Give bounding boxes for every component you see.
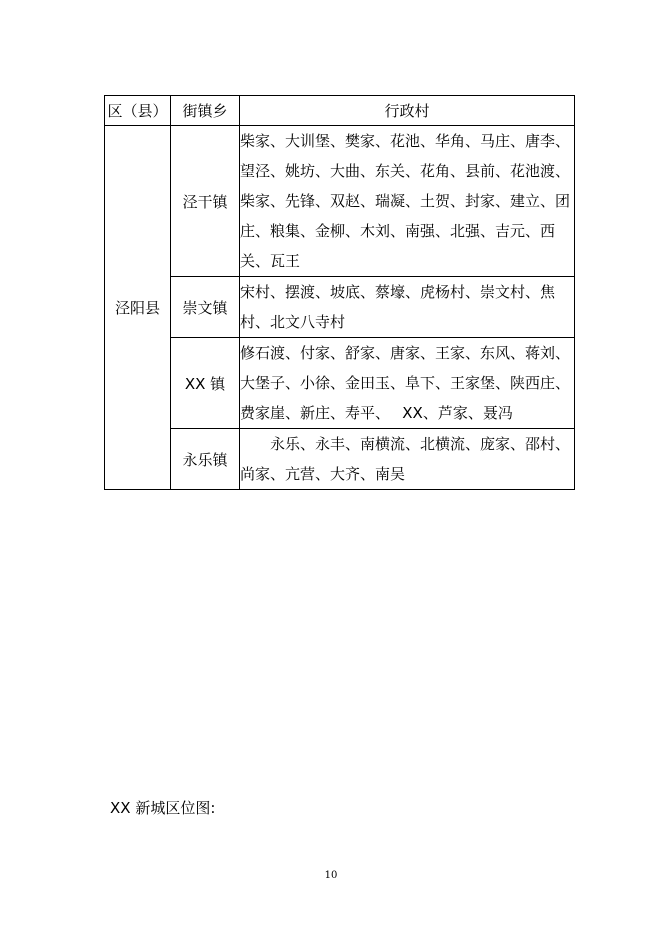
villages-cell: 宋村、摆渡、坡底、蔡壕、虎杨村、崇文村、焦村、北文八寺村 — [240, 277, 575, 338]
table-row — [105, 277, 575, 338]
district-cell: 泾阳县 — [105, 126, 171, 490]
town-cell: XX 镇 — [171, 338, 240, 429]
table-row — [105, 126, 575, 277]
villages-cell: 修石渡、付家、舒家、唐家、王家、东风、蒋刘、大堡子、小徐、金田玉、阜下、王家堡、陕西庄、费家崖、新庄、寿平、 XX、芦家、聂冯 — [240, 338, 575, 429]
table-row — [105, 338, 575, 429]
map-caption: XX 新城区位图: — [110, 799, 216, 817]
town-cell: 永乐镇 — [171, 429, 240, 490]
admin-division-table — [104, 95, 575, 490]
header-villages: 行政村 — [240, 96, 575, 126]
town-cell: 泾干镇 — [171, 126, 240, 277]
table-header-row — [105, 96, 575, 126]
header-town: 街镇乡 — [171, 96, 240, 126]
header-district: 区（县） — [105, 96, 171, 126]
town-cell: 崇文镇 — [171, 277, 240, 338]
table-row — [105, 429, 575, 490]
page-number: 10 — [324, 870, 338, 881]
villages-cell: 柴家、大训堡、樊家、花池、华角、马庄、唐李、望泾、姚坊、大曲、东关、花角、县前、花池渡、柴家、先锋、双赵、瑞凝、土贺、封家、建立、团庄、粮集、金柳、木刘、南强、北强、吉元、西关、瓦王 — [240, 126, 575, 277]
villages-cell: 永乐、永丰、南横流、北横流、庞家、邵村、尚家、亢营、大齐、南吴 — [240, 429, 575, 490]
